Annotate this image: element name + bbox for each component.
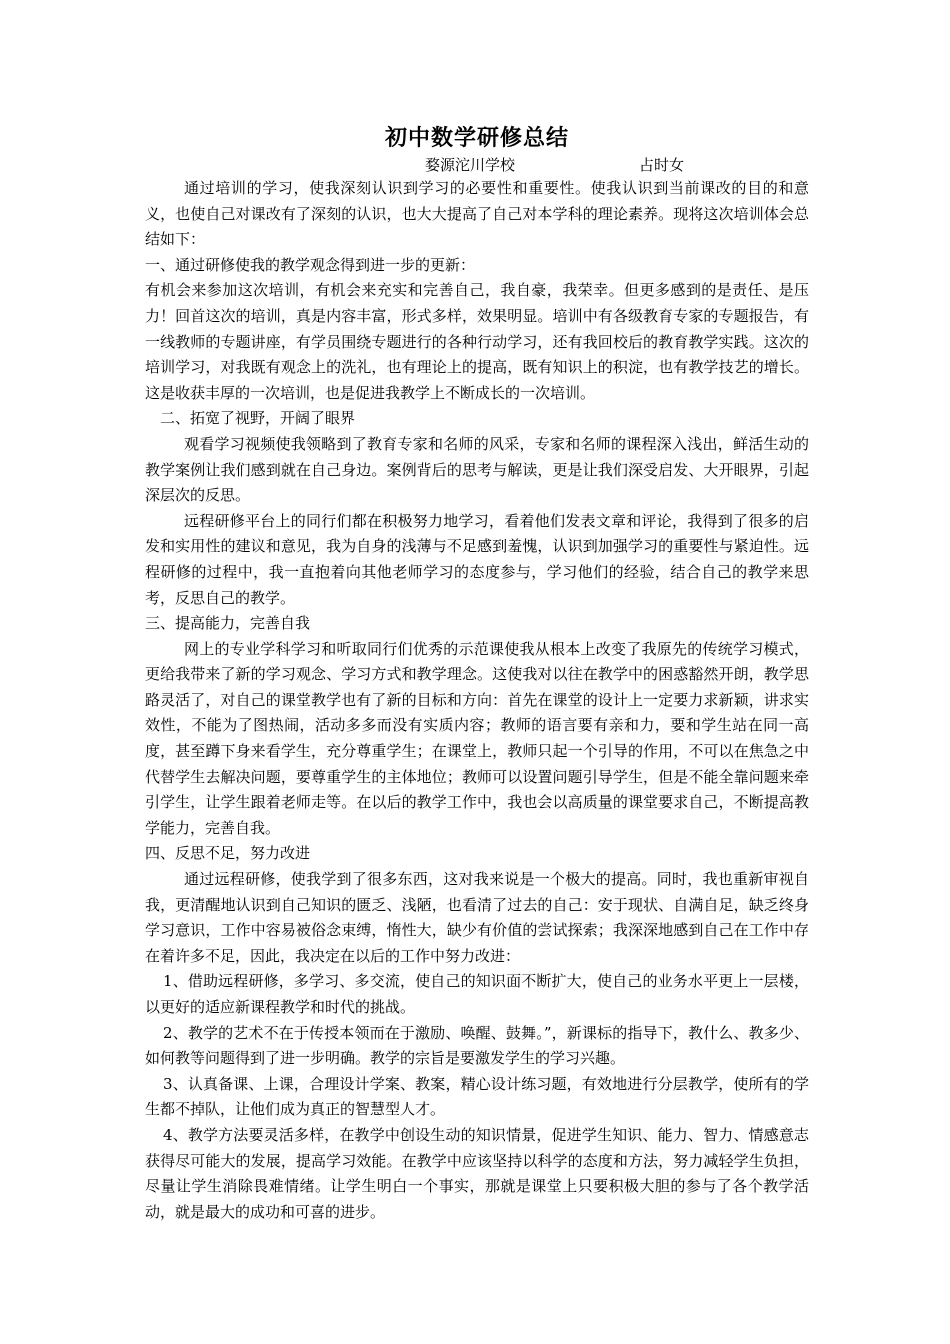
- author-line: [145, 154, 809, 176]
- section2-paragraph-2: 远程研修平台上的同行们都在积极努力地学习，看着他们发表文章和评论，我得到了很多的启发和实用性的建议和意见，我为自身的浅薄与不足感到羞愧，认识到加强学习的重要性与紧迫性。远程研修的过程中，我一直抱着向其他老师学习的态度参与，学习他们的经验，结合自己的教学来思考，反思自己的教学。: [145, 511, 809, 607]
- list-item-2: 2、教学的艺术不在于传授本领而在于激励、唤醒、鼓舞。”，新课标的指导下，教什么、教多少、如何教等问题得到了进一步明确。教学的宗旨是要激发学生的学习兴趣。: [145, 1023, 809, 1068]
- section4-paragraph: 通过远程研修，使我学到了很多东西，这对我来说是一个极大的提高。同时，我也重新审视自我，更清醒地认识到自己知识的匮乏、浅陋，也看清了过去的自己：安于现状、自满自足，缺乏终身学习意识，工作中容易被俗念束缚，惰性大，缺少有价值的尝试探索；我深深地感到自己在工作中存在着许多不足，因此，我决定在以后的工作中努力改进：: [145, 870, 809, 965]
- intro-paragraph: 通过培训的学习，使我深刻认识到学习的必要性和重要性。使我认识到当前课改的目的和意义，也使自己对课改有了深刻的认识，也大大提高了自己对本学科的理论素养。现将这次培训体会总结如下：: [145, 179, 809, 249]
- section3-paragraph: 网上的专业学科学习和听取同行们优秀的示范课使我从根本上改变了我原先的传统学习模式，更给我带来了新的学习观念、学习方式和教学理念。这使我对以往在教学中的困惑豁然开朗，教学思路灵活了，对自己的课堂教学也有了新的目标和方向：首先在课堂的设计上一定要力求新颖，讲求实效性，不能为了图热闹，活动多多而没有实质内容；教师的语言要有亲和力，要和学生站在同一高度，甚至蹲下身来看学生，充分尊重学生；在课堂上，教师只起一个引导的作用，不可以在焦急之中代替学生去解决问题，要尊重学生的主体地位；教师可以设置问题引导学生，但是不能全靠问题来牵引学生，让学生跟着老师走等。在以后的教学工作中，我也会以高质量的课堂要求自己，不断提高教学能力，完善自我。: [145, 639, 809, 837]
- list-item-3: 3、认真备课、上课，合理设计学案、教案，精心设计练习题，有效地进行分层教学，使所有的学生都不掉队，让他们成为真正的智慧型人才。: [145, 1074, 809, 1119]
- school-name: 婺源沱川学校: [425, 156, 516, 174]
- section3-heading: 三、提高能力，完善自我: [145, 614, 311, 633]
- section1-paragraph: 有机会来参加这次培训，有机会来充实和完善自己，我自豪，我荣幸。但更多感到的是责任、是压力！回首这次的培训，真是内容丰富，形式多样，效果明显。培训中有各级教育专家的专题报告，有一线教师的专题讲座，有学员围绕专题进行的各种行动学习，还有我回校后的教育教学实践。这次的培训学习，对我既有观念上的洗礼，也有理论上的提高，既有知识上的积淀，也有教学技艺的增长。这是收获丰厚的一次培训，也是促进我教学上不断成长的一次培训。: [145, 281, 809, 402]
- list-item-4: 4、教学方法要灵活多样，在教学中创设生动的知识情景，促进学生知识、能力、智力、情感意志获得尽可能大的发展，提高学习效能。在教学中应该坚持以科学的态度和方法，努力减轻学生负担，尽量让学生消除畏难情绪。让学生明白一个事实，那就是课堂上只要积极大胆的参与了各个教学活动，就是最大的成功和可喜的进步。: [145, 1125, 809, 1221]
- section1-heading: 一、通过研修使我的教学观念得到进一步的更新：: [145, 255, 476, 274]
- list-item-1: 1、借助远程研修，多学习、多交流，使自己的知识面不断扩大，使自己的业务水平更上一层楼，以更好的适应新课程教学和时代的挑战。: [145, 972, 809, 1016]
- section2-paragraph-1: 观看学习视频使我领略到了教育专家和名师的风采，专家和名师的课程深入浅出，鲜活生动的教学案例让我们感到就在自己身边。案例背后的思考与解读，更是让我们深受启发、大开眼界，引起深层次的反思。: [145, 434, 809, 505]
- section2-heading: 二、拓宽了视野，开阔了眼界: [160, 409, 356, 428]
- document-page: [145, 122, 809, 1225]
- document-title: 初中数学研修总结: [384, 125, 569, 151]
- author-name: 占时女: [639, 156, 685, 174]
- section4-heading: 四、反思不足，努力改进: [145, 844, 311, 863]
